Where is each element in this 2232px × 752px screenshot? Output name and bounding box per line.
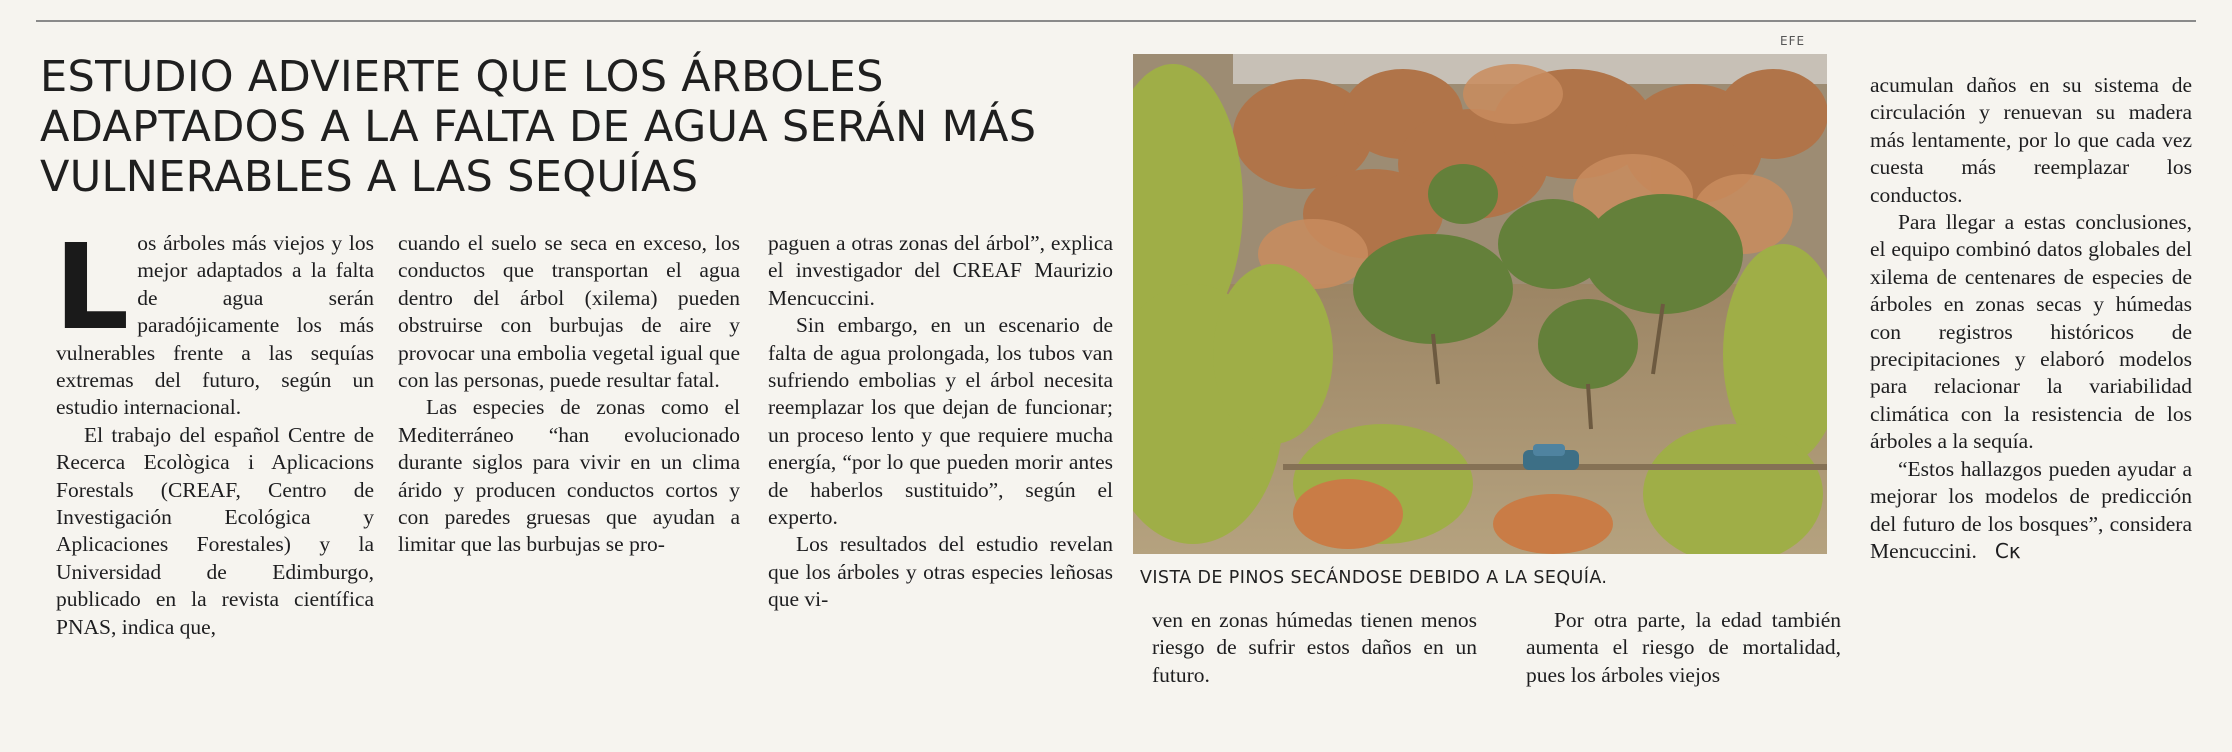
paragraph: Para llegar a estas conclusiones, el equipo combinó datos globales del xilema de centenares de especies de árboles en zonas secas y húmedas con registros históricos de precipitaciones y elaboró modelos para relacionar la variabilidad climática con la resistencia de los árboles a la sequía.: [1870, 210, 2192, 454]
text-column-6: [1870, 72, 2192, 565]
paragraph: acumulan daños en su sistema de circulación y renuevan su madera más lentamente, por lo que cada vez cuesta más reemplazar los conductos.: [1870, 73, 2192, 207]
paragraph: [54, 218, 374, 422]
article-headline: ESTUDIO ADVIERTE QUE LOS ÁRBOLES ADAPTADOS A LA FALTA DE AGUA SERÁN MÁS VULNERABLES A LAS SEQUÍAS: [40, 52, 1037, 202]
photo-credit: EFE: [1780, 34, 1806, 48]
paragraph: Sin embargo, en un escenario de falta de agua prolongada, los tubos van sufriendo embolias y el árbol necesita reemplazar los que dejan de funcionar; un proceso lento y que requiere mucha energía, “por lo que pueden morir antes de haberlos sustituido”, según el experto.: [768, 313, 1113, 530]
forest-photo: [1133, 54, 1827, 554]
text-column-3: [768, 230, 1113, 614]
text-column-2: [398, 230, 740, 559]
text-column-1: [54, 218, 374, 641]
top-rule: [36, 20, 2196, 22]
paragraph: Por otra parte, la edad también aumenta el riesgo de mortalidad, pues los árboles viejos: [1526, 608, 1841, 687]
paragraph: El trabajo del español Centre de Recerca Ecològica i Aplicacions Forestals (CREAF, Centro de Investigación Ecológica y Aplicaciones Forestales) y la Universidad de Edimburgo, publicado en la revista científica PNAS, indica que,: [56, 422, 374, 639]
photo-caption: VISTA DE PINOS SECÁNDOSE DEBIDO A LA SEQUÍA.: [1140, 568, 1608, 588]
pine-forest-illustration: [1133, 54, 1827, 554]
paragraph: Las especies de zonas como el Mediterráneo “han evolucionado durante siglos para vivir en un clima árido y producen conductos cortos y con paredes gruesas que ayudan a limitar que las burbujas se pro-: [398, 395, 740, 557]
end-mark-icon: Cκ: [1994, 538, 2021, 563]
paragraph: Los resultados del estudio revelan que los árboles y otras especies leñosas que vi-: [768, 532, 1113, 612]
paragraph: paguen a otras zonas del árbol”, explica el investigador del CREAF Maurizio Mencuccini.: [768, 231, 1113, 310]
text-column-5: [1526, 607, 1841, 689]
paragraph: cuando el suelo se seca en exceso, los conductos que transportan el agua dentro del árbol (xilema) pueden obstruirse con burbujas de aire y provocar una embolia vegetal igual que con las personas, puede resultar fatal.: [398, 231, 740, 393]
paragraph: [1870, 456, 2192, 566]
drop-cap: L: [54, 218, 130, 356]
text-column-4: [1152, 607, 1477, 689]
paragraph-text: “Estos hallazgos pueden ayudar a mejorar los modelos de predicción del futuro de los bosques”, considera Mencuccini.: [1870, 456, 2192, 563]
paragraph: ven en zonas húmedas tienen menos riesgo de sufrir estos daños en un futuro.: [1152, 608, 1477, 687]
paragraph-text: os árboles más viejos y los mejor adaptados a la falta de agua serán paradójicamente los más vulnerables frente a las sequías extremas del futuro, según un estudio internacional.: [56, 231, 374, 420]
